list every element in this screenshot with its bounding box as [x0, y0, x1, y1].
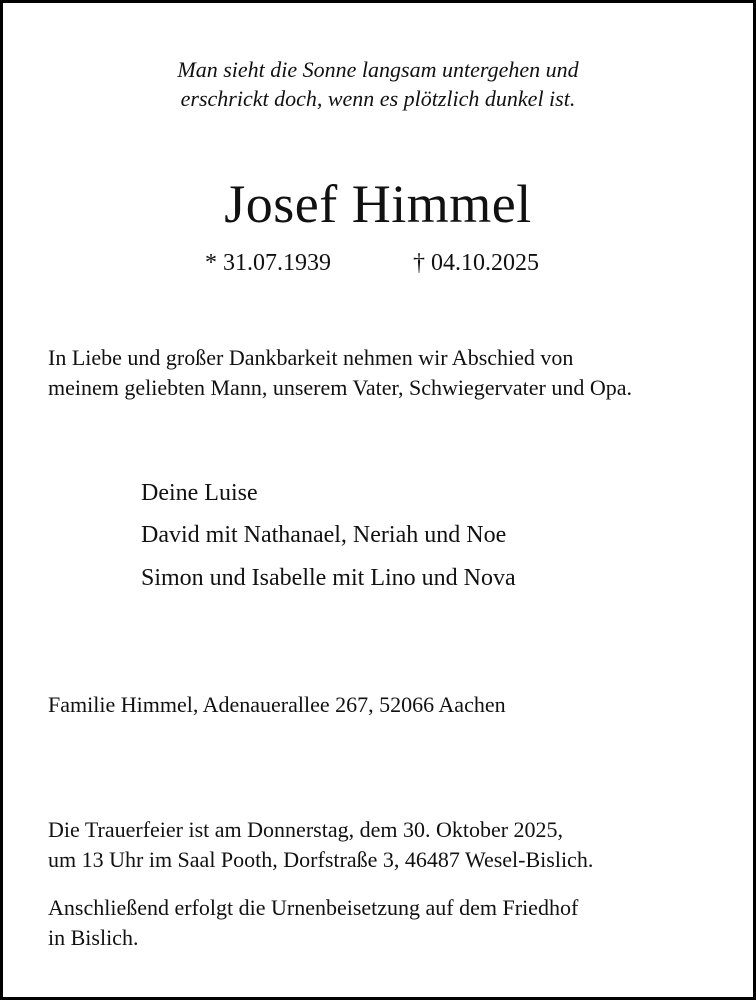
mourner-family-simon: Simon und Isabelle mit Lino und Nova [141, 565, 516, 591]
farewell-text [48, 343, 748, 403]
service-line-2: um 13 Uhr im Saal Pooth, Dorfstraße 3, 46487 Wesel-Bislich. [48, 847, 594, 872]
urn-burial-info [48, 893, 748, 953]
service-line-1: Die Trauerfeier ist am Donnerstag, dem 30. Oktober 2025, [48, 817, 564, 842]
death-date: † 04.10.2025 [413, 250, 539, 276]
burial-line-1: Anschließend erfolgt die Urnenbeisetzung auf dem Friedhof [48, 895, 579, 920]
burial-line-2: in Bislich. [48, 925, 139, 950]
family-address: Familie Himmel, Adenauerallee 267, 52066 Aachen [48, 692, 506, 717]
motto-quote [0, 55, 756, 113]
funeral-service-info [48, 815, 748, 875]
birth-date: * 31.07.1939 [205, 250, 331, 276]
farewell-line-2: meinem geliebten Mann, unserem Vater, Schwiegervater und Opa. [48, 375, 632, 400]
mourner-family-david: David mit Nathanael, Neriah und Noe [141, 522, 507, 548]
motto-line-2: erschrickt doch, wenn es plötzlich dunkel ist. [180, 86, 576, 111]
motto-line-1: Man sieht die Sonne langsam untergehen und [177, 57, 579, 82]
farewell-line-1: In Liebe und großer Dankbarkeit nehmen wir Abschied von [48, 345, 574, 370]
mourner-wife: Deine Luise [141, 480, 258, 506]
deceased-name: Josef Himmel [224, 174, 532, 234]
